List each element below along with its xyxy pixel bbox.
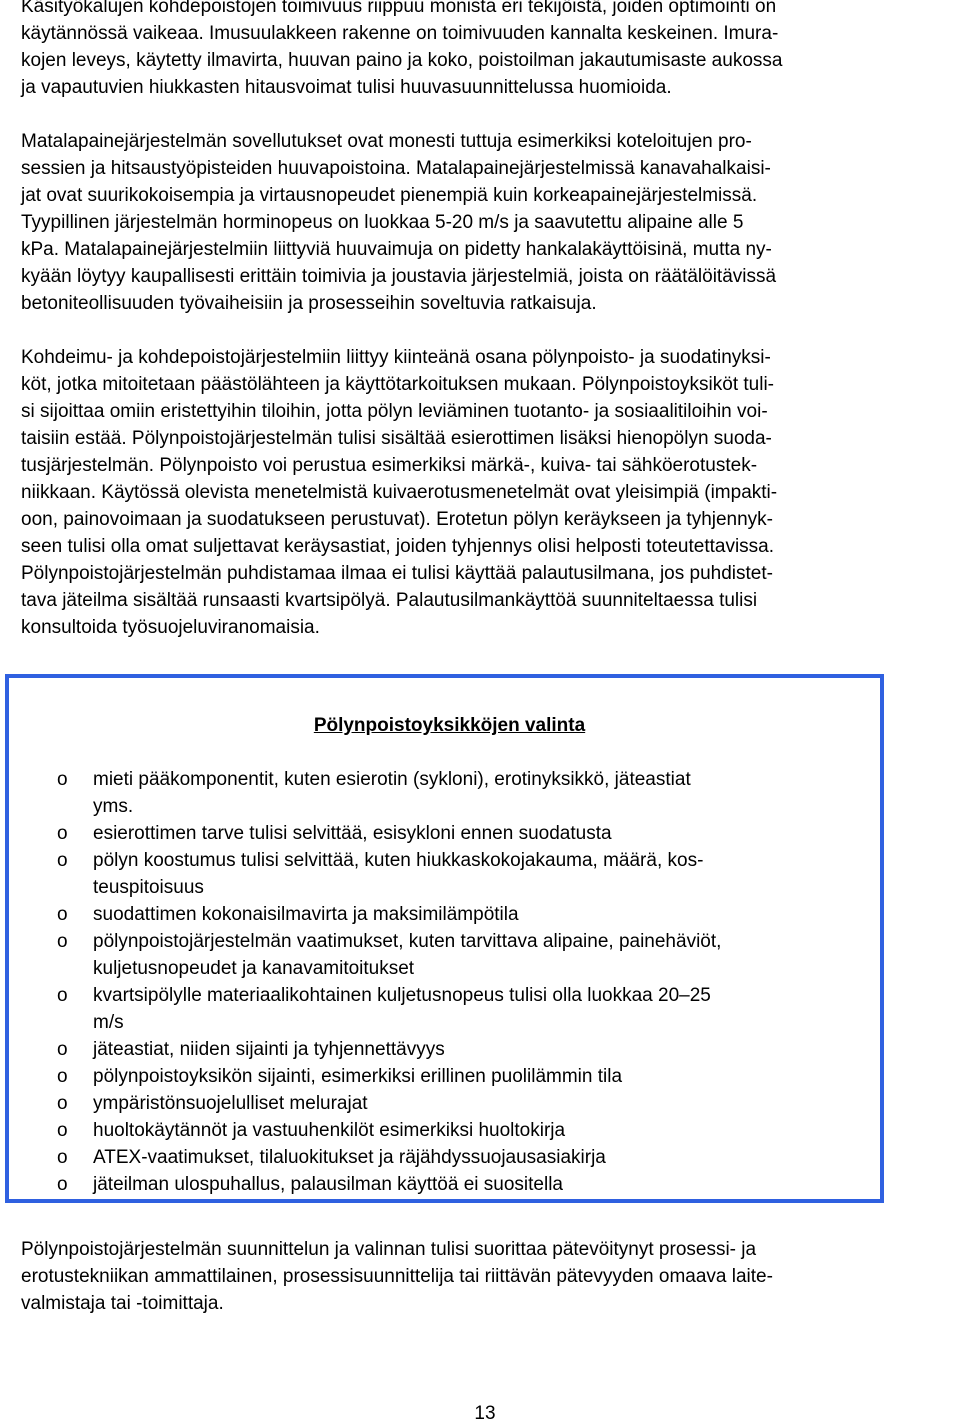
checklist-item-line: pölynpoistojärjestelmän vaatimukset, kuten tarvittava alipaine, painehäviöt,: [93, 931, 722, 952]
checklist-item-line: kuljetusnopeudet ja kanavamitoitukset: [93, 958, 415, 979]
text-line: Pölynpoistojärjestelmän puhdistamaa ilmaa ei tulisi käyttää palautusilmana, jos puhdistet-: [21, 563, 773, 584]
bullet-marker: o: [57, 1147, 68, 1168]
text-line: sessien ja hitsaustyöpisteiden huuvapoistoina. Matalapainejärjestelmissä kanavahalkaisi-: [21, 158, 771, 179]
bullet-marker: o: [57, 850, 68, 871]
checklist-item-line: ympäristönsuojelulliset melurajat: [93, 1093, 368, 1114]
checklist-item-line: jäteastiat, niiden sijainti ja tyhjennettävyys: [93, 1039, 445, 1060]
text-line: kojen leveys, käytetty ilmavirta, huuvan paino ja koko, poistoilman jakautumisaste aukossa: [21, 50, 783, 71]
text-line: valmistaja tai -toimittaja.: [21, 1293, 224, 1314]
text-line: kPa. Matalapainejärjestelmiin liittyviä huuvaimuja on pidetty hankalakäyttöisinä, mutta ny-: [21, 239, 772, 260]
text-line: betoniteollisuuden työvaiheisiin ja prosesseihin soveltuvia ratkaisuja.: [21, 293, 597, 314]
checklist-item: [9, 1171, 880, 1198]
bullet-marker: o: [57, 1066, 68, 1087]
checklist-item: [9, 1063, 880, 1090]
text-line: tusjärjestelmän. Pölynpoisto voi perustua esimerkiksi märkä-, kuiva- tai sähköerotustek-: [21, 455, 758, 476]
text-line: tava jäteilma sisältää runsaasti kvartsipölyä. Palautusilmankäyttöä suunniteltaessa tulisi: [21, 590, 758, 611]
bullet-marker: o: [57, 1039, 68, 1060]
paragraph-dust-extraction-units: [21, 344, 956, 641]
page-number: 13: [474, 1403, 496, 1424]
paragraph-tool-extraction: [21, 0, 956, 101]
checklist-item: [9, 1090, 880, 1117]
text-line: niikkaan. Käytössä olevista menetelmistä kuivaerotusmenetelmät ovat yleisimpiä (impakti-: [21, 482, 778, 503]
checklist-item-line: m/s: [93, 1012, 124, 1033]
checklist-item: [9, 1144, 880, 1171]
checklist-item: [9, 766, 880, 820]
checklist-item: [9, 820, 880, 847]
checklist-item: [9, 901, 880, 928]
bullet-marker: o: [57, 1174, 68, 1195]
checklist-item-line: kvartsipölylle materiaalikohtainen kuljetusnopeus tulisi olla luokkaa 20–25: [93, 985, 711, 1006]
checklist-item: [9, 1036, 880, 1063]
text-line: Pölynpoistojärjestelmän suunnittelun ja valinnan tulisi suorittaa pätevöitynyt prosessi- ja: [21, 1239, 757, 1260]
text-line: si sijoittaa omiin eristettyihin tiloihin, jotta pölyn leviäminen tuotanto- ja sosiaalitiloihin voi-: [21, 401, 768, 422]
bullet-marker: o: [57, 1093, 68, 1114]
text-line: köt, jotka mitoitetaan päästölähteen ja käyttötarkoituksen mukaan. Pölynpoistoyksiköt tuli-: [21, 374, 775, 395]
checklist: [9, 766, 880, 1198]
checklist-item: [9, 847, 880, 901]
text-line: konsultoida työsuojeluviranomaisia.: [21, 617, 320, 638]
checklist-item-line: jäteilman ulospuhallus, palausilman käyttöä ei suositella: [93, 1174, 563, 1195]
checklist-item-line: ATEX-vaatimukset, tilaluokitukset ja räjähdyssuojausasiakirja: [93, 1147, 606, 1168]
selection-checklist-box: [5, 674, 884, 1203]
text-line: oon, painovoimaan ja suodatukseen perustuvat). Erotetun pölyn keräykseen ja tyhjennyk-: [21, 509, 774, 530]
bullet-marker: o: [57, 985, 68, 1006]
text-line: käytännössä vaikeaa. Imusuulakkeen rakenne on toimivuuden kannalta keskeinen. Imura-: [21, 23, 779, 44]
text-line: seen tulisi olla omat suljettavat keräysastiat, joiden tyhjennys olisi helposti toteutettavissa.: [21, 536, 775, 557]
paragraph-low-pressure-systems: [21, 128, 956, 317]
checklist-title: Pölynpoistoyksikköjen valinta: [313, 715, 586, 736]
checklist-item-line: yms.: [93, 796, 134, 817]
checklist-item-line: suodattimen kokonaisilmavirta ja maksimilämpötila: [93, 904, 519, 925]
bullet-marker: o: [57, 904, 68, 925]
text-line: taisiin estää. Pölynpoistojärjestelmän tulisi sisältää esierottimen lisäksi hienopölyn suoda-: [21, 428, 772, 449]
checklist-item: [9, 982, 880, 1036]
text-line: Matalapainejärjestelmän sovellutukset ovat monesti tuttuja esimerkiksi koteloitujen pro-: [21, 131, 752, 152]
checklist-item-line: pölynpoistoyksikön sijainti, esimerkiksi erillinen puolilämmin tila: [93, 1066, 623, 1087]
text-line: Kohdeimu- ja kohdepoistojärjestelmiin liittyy kiinteänä osana pölynpoisto- ja suodatinyksi-: [21, 347, 771, 368]
text-line: ja vapautuvien hiukkasten hitausvoimat tulisi huuvasuunnittelussa huomioida.: [21, 77, 672, 98]
checklist-item-line: esierottimen tarve tulisi selvittää, esisykloni ennen suodatusta: [93, 823, 612, 844]
checklist-item: [9, 928, 880, 982]
checklist-item-line: mieti pääkomponentit, kuten esierotin (sykloni), erotinyksikkö, jäteastiat: [93, 769, 691, 790]
text-line: erotustekniikan ammattilainen, prosessisuunnittelija tai riittävän pätevyyden omaava laite-: [21, 1266, 773, 1287]
bullet-marker: o: [57, 1120, 68, 1141]
bullet-marker: o: [57, 823, 68, 844]
checklist-item-line: pölyn koostumus tulisi selvittää, kuten hiukkaskokojakauma, määrä, kos-: [93, 850, 704, 871]
checklist-item-line: teuspitoisuus: [93, 877, 204, 898]
text-line: Tyypillinen järjestelmän horminopeus on luokkaa 5-20 m/s ja saavutettu alipaine alle 5: [21, 212, 744, 233]
checklist-item-line: huoltokäytännöt ja vastuuhenkilöt esimerkiksi huoltokirja: [93, 1120, 566, 1141]
text-line: Käsityökalujen kohdepoistojen toimivuus riippuu monista eri tekijöistä, joiden optimointi on: [21, 0, 777, 17]
bullet-marker: o: [57, 931, 68, 952]
text-line: jat ovat suurikokoisempia ja virtausnopeudet pienempiä kuin korkeapainejärjestelmissä.: [21, 185, 758, 206]
text-line: kyään löytyy kaupallisesti erittäin toimivia ja joustavia järjestelmiä, joista on räätälöitävissä: [21, 266, 777, 287]
checklist-item: [9, 1117, 880, 1144]
bullet-marker: o: [57, 769, 68, 790]
paragraph-designer-qualification: [21, 1236, 956, 1317]
